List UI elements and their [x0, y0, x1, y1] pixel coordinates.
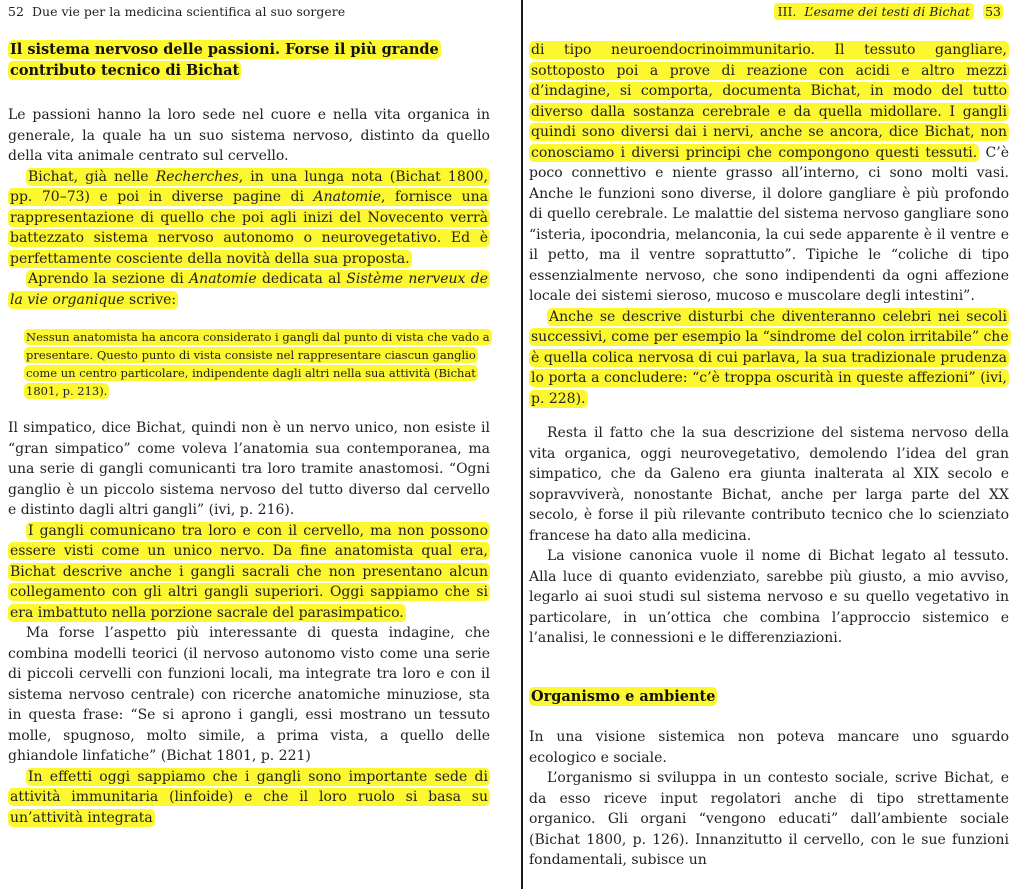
highlighted-text: I gangli comunicano tra loro e con il cervello, ma non possono essere visti come un unico nervo. Da fine anatomista qual era, Bichat descrive anche i gangli sacrali che non presentano alcun collegamento con gli altri gangli superiori. Oggi sappiamo che si era imbattuto nella porzione sacrale del parasimpatico. [10, 522, 488, 621]
highlighted-text: Aprendo la sezione di Anatomie dedicata al Sistème nerveux de la vie organique scrive: [10, 271, 488, 308]
running-head: III. L’esame dei testi di Bichat [774, 3, 974, 20]
highlighted-heading: Organismo e ambiente [531, 687, 716, 705]
paragraph: Ma forse l’aspetto più interessante di questa indagine, che combina modelli teorici (il nervoso autonomo visto come una serie di piccoli cervelli con funzioni locali, ma integrate tra loro e con il sistema nervoso centrale) con ricerche anatomiche minuziose, sta in questa frase: “Se si aprono i gangli, essi mostrano un tessuto molle, spugnoso, molto simile, a prima vista, a quello delle ghiandole linfatiche” (Bichat 1801, p. 221) [8, 625, 490, 764]
paragraph [8, 521, 490, 624]
paragraph [8, 167, 490, 270]
highlighted-text: di tipo neuroendocrinoimmunitario. Il tessuto gangliare, sottoposto poi a prove di reazione con acidi e altro mezzi d’indagine, si comporta, documenta Bichat, in modo del tutto diverso dalla sostanza cerebrale e da quella midollare. I gangli quindi sono diversi dai i nervi, anche se ancora, dice Bichat, non conosciamo i diversi principi che compongono questi tessuti. [531, 42, 1007, 161]
right-page-body [529, 40, 1009, 871]
paragraph [529, 307, 1009, 410]
left-page-body [8, 40, 490, 828]
page-number: 53 [985, 4, 1001, 19]
highlighted-heading: Il sistema nervoso delle passioni. Forse il più grande contributo tecnico di Bichat [10, 41, 439, 79]
block-quote [24, 328, 490, 400]
paragraph: L’organismo si sviluppa in un contesto sociale, scrive Bichat, e da esso riceve input regolatori anche di tipo strettamente organico. Gli organi “vengono educati” dall’ambiente sociale (Bichat 1800, p. 126). Innanzitutto il cervello, con le sue funzioni fondamentali, subisce un [529, 770, 1009, 868]
paragraph: La visione canonica vuole il nome di Bichat legato al tessuto. Alla luce di quanto evidenziato, sarebbe più giusto, a mio avviso, legarlo ai suoi studi sul sistema nervoso e su quello vegetativo in particolare, in un’ottica che combina l’approccio sistemico e l’analisi, le connessioni e le differenziazioni. [529, 548, 1009, 646]
right-page [523, 0, 1024, 889]
paragraph: di tipo neuroendocrinoimmunitario. Il tessuto gangliare, sottoposto poi a prove di reazione con acidi e altro mezzi d’indagine, si comporta, documenta Bichat, in modo del tutto diverso dalla sostanza cerebrale e da quella midollare. I gangli quindi sono diversi dai i nervi, anche se ancora, dice Bichat, non conosciamo i diversi principi che compongono questi tessuti. C’è poco connettivo e niente grasso all’interno, ci sono molti vasi. Anche le funzioni sono diverse, il dolore gangliare è più profondo di quello cerebrale. Le malattie del sistema nervoso gangliare sono “isteria, ipocondria, melanconia, la cui sede apparente è il ventre e il petto, ma il ventre soprattutto”. Tipiche le “coliche di tipo essenzialmente nervoso, che sono indipendenti da ogni affezione locale dei sistemi sieroso, mucoso e muscolare degli intestini”. [529, 42, 1010, 304]
page-number: 52 [8, 4, 24, 19]
section-heading [8, 40, 490, 81]
highlighted-text: Anche se descrive disturbi che diventeranno celebri nei secoli successivi, come per esempio la “sindrome del colon irritabile” che è quella colica nervosa di cui parlava, la sua tradizionale prudenza lo porta a concludere: “c’è troppa oscurità in queste affezioni” (ivi, p. 228). [531, 308, 1009, 407]
paragraph: Le passioni hanno la loro sede nel cuore e nella vita organica in generale, la quale ha un suo sistema nervoso, distinto da quello della vita animale centrato sul cervello. [8, 107, 490, 164]
paragraph: Il simpatico, dice Bichat, quindi non è un nervo unico, non esiste il “gran simpatico” come voleva l’anatomia sua contemporanea, ma una serie di gangli comunicanti tra loro tramite anastomosi. “Ogni ganglio è un piccolo sistema nervoso del tutto diverso dal cervello e distinto dagli altri gangli” (ivi, p. 216). [8, 420, 490, 518]
highlighted-quote: Nessun anatomista ha ancora considerato i gangli dal punto di vista che vado a presentare. Questo punto di vista consiste nel rappresentare ciascun ganglio come un centro particolare, indipendente dagli altri nella sua attività (Bichat 1801, p. 213). [26, 330, 490, 398]
paragraph: In una visione sistemica non poteva mancare uno sguardo ecologico e sociale. [529, 729, 1009, 766]
highlighted-text: Bichat, già nelle Recherches, in una lunga nota (Bichat 1800, pp. 70–73) e poi in diverse pagine di Anatomie, fornisce una rappresentazione di quello che poi agli inizi del Novecento verrà battezzato sistema nervoso autonomo o neurovegetativo. Ed è perfettamente cosciente della novità della sua proposta. [10, 168, 489, 267]
paragraph: Resta il fatto che la sua descrizione del sistema nervoso della vita organica, oggi neurovegetativo, demolendo l’idea del gran simpatico, che da Galeno era giunta inalterata al XIX secolo e sopravviverà, nonostante Bichat, anche per larga parte del XX secolo, è forse il più rilevante contributo tecnico che lo scienziato francese ha dato alla medicina. [529, 425, 1009, 544]
running-head: Due vie per la medicina scientifica al suo sorgere [32, 4, 346, 19]
highlighted-text: In effetti oggi sappiamo che i gangli sono importante sede di attività immunitaria (linfoide) e che il loro ruolo si basa su un’attività integrata [10, 768, 488, 826]
section-heading [529, 687, 1009, 708]
paragraph [8, 269, 490, 310]
paragraph [8, 767, 490, 829]
